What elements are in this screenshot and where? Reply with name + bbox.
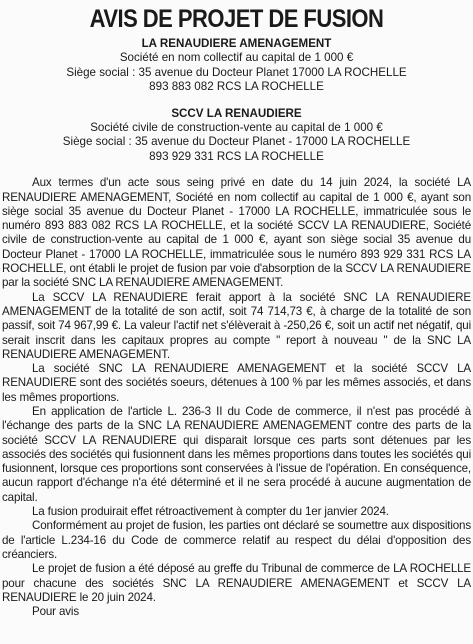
absorbing-company-form: Société en nom collectif au capital de 1 000 € [119, 51, 354, 65]
absorbing-company-block [2, 37, 471, 95]
paragraph-creditor-opposition: Conformément au projet de fusion, les parties ont déclaré se soumettre aux dispositions de l'article L.234-16 du Code de commerce relatif au respect du délai d'opposition des créanciers. [2, 519, 471, 561]
paragraph-effective-date: La fusion produirait effet rétroactivement à compter du 1er janvier 2024. [32, 505, 389, 519]
absorbed-company-block [2, 107, 471, 165]
paragraph-sister-companies: La société SNC LA RENAUDIERE AMENAGEMENT et la société SCCV LA RENAUDIERE sont des sociétés soeurs, détenues à 100 % par les mêmes associés, et dans les mêmes proportions. [2, 362, 471, 404]
spacer [2, 164, 471, 176]
notice-title: AVIS DE PROJET DE FUSION [89, 5, 384, 33]
absorbing-company-rcs: 893 883 082 RCS LA ROCHELLE [149, 80, 324, 94]
paragraph-signoff: Pour avis [32, 605, 79, 619]
absorbing-company-name: LA RENAUDIERE AMENAGEMENT [141, 37, 332, 50]
paragraph-no-exchange: En application de l'article L. 236-3 II du Code de commerce, il n'est pas procédé à l'échange des parts de la SNC LA RENAUDIERE AMENAGEMENT contre des parts de la société SCCV LA RENAUDIERE qui disparait lorsque ces parts sont détenues par les associés des sociétés qui fusionnent dans les mêmes proportions dans toutes les sociétés qui fusionnent, lorsque ces proportions sont conservées à l'issue de l'opération. En conséquence, aucun rapport d'échange n'a été déterminé et il ne sera procédé à aucune augmentation de capital. [2, 405, 471, 504]
paragraph-filing: Le projet de fusion a été déposé au greffe du Tribunal de commerce de LA ROCHELLE pour chacune des sociétés SNC LA RENAUDIERE AMENAGEMENT et SCCV LA RENAUDIERE le 20 juin 2024. [2, 562, 471, 604]
absorbing-company-seat: Siège social : 35 avenue du Docteur Planet 17000 LA ROCHELLE [66, 65, 407, 79]
absorbed-company-rcs: 893 929 331 RCS LA ROCHELLE [149, 149, 324, 163]
paragraph-merger-deed: Aux termes d'un acte sous seing privé en date du 14 juin 2024, la société LA RENAUDIERE AMENAGEMENT, Société en nom collectif au capital de 1 000 €, ayant son siège social 35 avenue du Docteur Planet - 17000 LA ROCHELLE, immatriculée sous le numéro 893 883 082 RCS LA ROCHELLE, et la société SCCV LA RENAUDIERE, Société civile de construction-vente au capital de 1 000 €, ayant son siège social 35 avenue du Docteur Planet - 17000 LA ROCHELLE, immatriculée sous le numéro 893 929 331 RCS LA ROCHELLE, ont établi le projet de fusion par voie d'absorption de la SCCV LA RENAUDIERE par la société SNC LA RENAUDIERE AMENAGEMENT. [2, 176, 471, 290]
absorbed-company-name: SCCV LA RENAUDIERE [171, 106, 302, 120]
absorbed-company-form: Société civile de construction-vente au capital de 1 000 € [90, 121, 383, 135]
spacer [2, 95, 471, 107]
absorbed-company-seat: Siège social : 35 avenue du Docteur Planet - 17000 LA ROCHELLE [62, 135, 411, 149]
paragraph-contribution: La SCCV LA RENAUDIERE ferait apport à la société SNC LA RENAUDIERE AMENAGEMENT de la totalité de son actif, soit 74 714,73 €, à charge de la totalité de son passif, soit 74 967,99 €. La valeur l'actif net s'élèverait à -250,26 €, soit un actif net négatif, qui serait inscrit dans les capitaux propres au compte " report à nouveau " de la SNC LA RENAUDIERE AMENAGEMENT. [2, 290, 471, 361]
notice-body [2, 176, 471, 619]
